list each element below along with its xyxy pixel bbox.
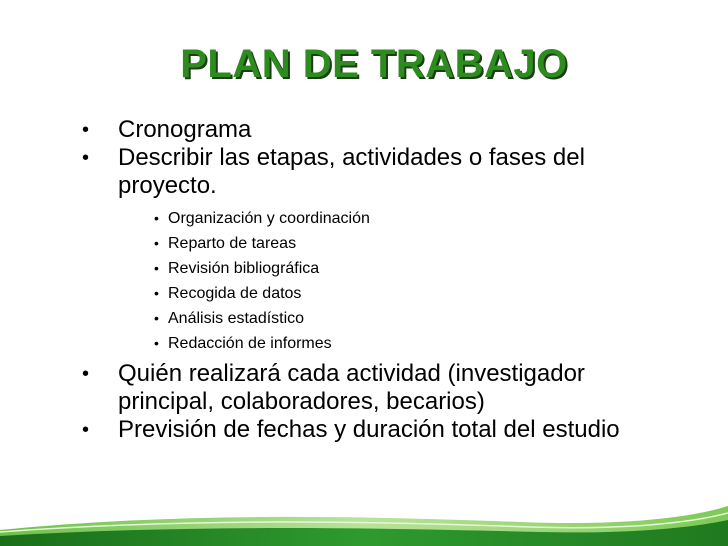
bullet-icon: • [154, 260, 159, 276]
sub-bullet-text: Reparto de tareas [168, 235, 297, 252]
bullet-icon: • [154, 235, 159, 251]
bullet-text: Describir las etapas, actividades o fases del proyecto. [118, 144, 585, 199]
bullet-icon: • [154, 335, 159, 351]
bullet-icon: • [154, 210, 159, 226]
list-item [82, 416, 682, 444]
sub-list-container [82, 206, 682, 356]
bullet-text: Previsión de fechas y duración total del estudio [118, 416, 620, 443]
list-item [82, 144, 682, 200]
sub-list-item [82, 281, 682, 306]
bullet-icon: • [154, 285, 159, 301]
bullet-list [82, 116, 682, 444]
bullet-icon: • [82, 419, 90, 441]
sub-bullet-text: Recogida de datos [168, 285, 302, 302]
footer-dark-wave [0, 520, 728, 546]
footer-light-wave [0, 506, 728, 546]
sub-list-item [82, 256, 682, 281]
sub-list-item [82, 231, 682, 256]
sub-bullet-text: Análisis estadístico [168, 310, 305, 327]
sub-bullet-text: Redacción de informes [168, 335, 332, 352]
list-item [82, 360, 682, 416]
slide-title: PLAN DE TRABAJO [180, 42, 568, 86]
sub-bullet-text: Organización y coordinación [168, 210, 370, 227]
sub-list-item [82, 306, 682, 331]
bullet-icon: • [82, 363, 90, 385]
sub-bullet-text: Revisión bibliográfica [168, 260, 320, 277]
sub-bullet-list [82, 206, 682, 356]
list-item [82, 116, 682, 144]
footer-highlight [0, 513, 728, 532]
bullet-icon: • [82, 147, 90, 169]
bullet-icon: • [154, 310, 159, 326]
bullet-text: Cronograma [118, 116, 252, 143]
bullet-text: Quién realizará cada actividad (investigador principal, colaboradores, becarios) [118, 360, 585, 415]
bullet-icon: • [82, 119, 90, 141]
sub-list-item [82, 331, 682, 356]
sub-list-item [82, 206, 682, 231]
